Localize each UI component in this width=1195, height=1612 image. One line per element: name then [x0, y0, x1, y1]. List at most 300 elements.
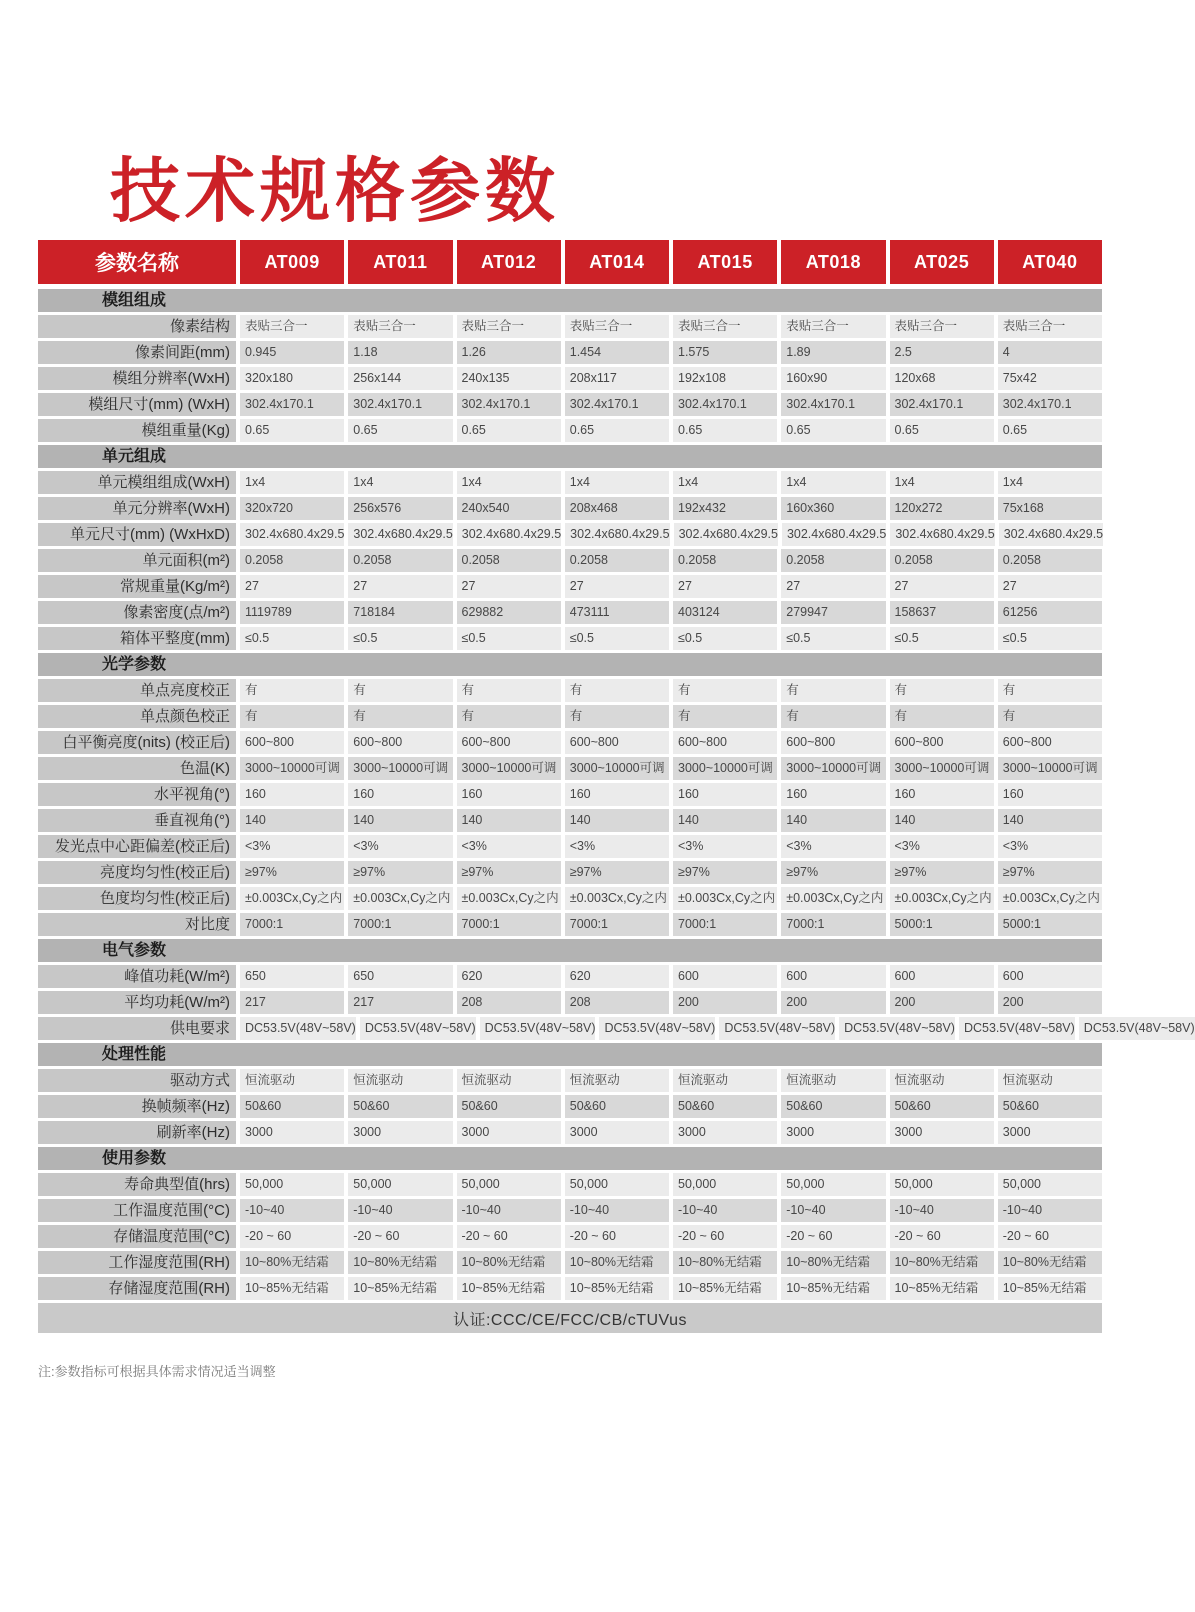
value-cell-at014: ±0.003Cx,Cy之内	[565, 887, 669, 910]
row-label: 工作湿度范围(RH)	[38, 1251, 236, 1274]
table-row	[38, 315, 1102, 338]
value-cell-at018: 3000	[781, 1121, 885, 1144]
value-cell-at018: 302.4x170.1	[781, 393, 885, 416]
value-cell-at009: 217	[240, 991, 344, 1014]
table-row	[38, 575, 1102, 598]
value-cell-at011: -10~40	[348, 1199, 452, 1222]
value-cell-at018: 表贴三合一	[781, 315, 885, 338]
value-cell-at009: 27	[240, 575, 344, 598]
value-cell-at009: 有	[240, 679, 344, 702]
table-row	[38, 393, 1102, 416]
value-cell-at012: 50,000	[457, 1173, 561, 1196]
row-label: 存储湿度范围(RH)	[38, 1277, 236, 1300]
value-cell-at012: ±0.003Cx,Cy之内	[457, 887, 561, 910]
table-row	[38, 1121, 1102, 1144]
value-cell-at025: 恒流驱动	[890, 1069, 994, 1092]
value-cell-at014: 27	[565, 575, 669, 598]
value-cell-at012: -10~40	[457, 1199, 561, 1222]
value-cell-at009: 3000	[240, 1121, 344, 1144]
value-cell-at012: 恒流驱动	[457, 1069, 561, 1092]
row-label: 刷新率(Hz)	[38, 1121, 236, 1144]
value-cell-at012: 0.65	[457, 419, 561, 442]
value-cell-at018: 1x4	[781, 471, 885, 494]
value-cell-at040: 50,000	[998, 1173, 1102, 1196]
value-cell-at012: 表贴三合一	[457, 315, 561, 338]
value-cell-at009: 恒流驱动	[240, 1069, 344, 1092]
table-row	[38, 809, 1102, 832]
table-row	[38, 497, 1102, 520]
value-cell-at009: 160	[240, 783, 344, 806]
value-cell-at040: 5000:1	[998, 913, 1102, 936]
table-row	[38, 601, 1102, 624]
header-cell-model-at025: AT025	[890, 240, 994, 284]
value-cell-at018: 有	[781, 705, 885, 728]
value-cell-at014: 208	[565, 991, 669, 1014]
table-row	[38, 549, 1102, 572]
value-cell-at015: 10~85%无结霜	[673, 1277, 777, 1300]
value-cell-at015: -10~40	[673, 1199, 777, 1222]
value-cell-at014: 302.4x680.4x29.5	[565, 523, 669, 546]
value-cell-at009: 650	[240, 965, 344, 988]
value-cell-at011: ≤0.5	[348, 627, 452, 650]
value-cell-at025: 50&60	[890, 1095, 994, 1118]
value-cell-at018: 27	[781, 575, 885, 598]
value-cell-at040: -10~40	[998, 1199, 1102, 1222]
header-cell-model-at018: AT018	[781, 240, 885, 284]
value-cell-at025: 有	[890, 679, 994, 702]
row-label: 水平视角(°)	[38, 783, 236, 806]
value-cell-at014: ≥97%	[565, 861, 669, 884]
row-label: 平均功耗(W/m²)	[38, 991, 236, 1014]
row-label: 供电要求	[38, 1017, 236, 1040]
value-cell-at025: -10~40	[890, 1199, 994, 1222]
value-cell-at011: 7000:1	[348, 913, 452, 936]
value-cell-at040: 27	[998, 575, 1102, 598]
value-cell-at025: 3000~10000可调	[890, 757, 994, 780]
value-cell-at015: 10~80%无结霜	[673, 1251, 777, 1274]
value-cell-at009: 表贴三合一	[240, 315, 344, 338]
table-row	[38, 341, 1102, 364]
value-cell-at011: 0.65	[348, 419, 452, 442]
value-cell-at025: 158637	[890, 601, 994, 624]
value-cell-at009: 0.2058	[240, 549, 344, 572]
value-cell-at040: 3000~10000可调	[998, 757, 1102, 780]
row-label: 工作温度范围(°C)	[38, 1199, 236, 1222]
value-cell-at014: 620	[565, 965, 669, 988]
value-cell-at009: 1119789	[240, 601, 344, 624]
value-cell-at014: 208x117	[565, 367, 669, 390]
value-cell-at011: 256x576	[348, 497, 452, 520]
table-row	[38, 1277, 1102, 1300]
value-cell-at011: 650	[348, 965, 452, 988]
value-cell-at011: 140	[348, 809, 452, 832]
value-cell-at014: 1x4	[565, 471, 669, 494]
table-row	[38, 1173, 1102, 1196]
value-cell-at009: 0.65	[240, 419, 344, 442]
value-cell-at025: 27	[890, 575, 994, 598]
value-cell-at040: ≤0.5	[998, 627, 1102, 650]
table-row	[38, 1017, 1195, 1040]
section-header: 模组组成	[38, 289, 1102, 312]
value-cell-at014: 7000:1	[565, 913, 669, 936]
value-cell-at012: 0.2058	[457, 549, 561, 572]
value-cell-at012: ≥97%	[457, 861, 561, 884]
value-cell-at011: DC53.5V(48V~58V)	[360, 1017, 476, 1040]
row-label: 单点亮度校正	[38, 679, 236, 702]
value-cell-at015: 600	[673, 965, 777, 988]
value-cell-at018: 0.65	[781, 419, 885, 442]
value-cell-at018: 50,000	[781, 1173, 885, 1196]
value-cell-at012: 600~800	[457, 731, 561, 754]
value-cell-at015: 3000	[673, 1121, 777, 1144]
table-row	[38, 1095, 1102, 1118]
value-cell-at015: 7000:1	[673, 913, 777, 936]
header-cell-model-at015: AT015	[673, 240, 777, 284]
value-cell-at025: 3000	[890, 1121, 994, 1144]
value-cell-at040: 10~80%无结霜	[998, 1251, 1102, 1274]
value-cell-at018: <3%	[781, 835, 885, 858]
value-cell-at014: 有	[565, 679, 669, 702]
value-cell-at011: <3%	[348, 835, 452, 858]
row-label: 色度均匀性(校正后)	[38, 887, 236, 910]
value-cell-at014: 160	[565, 783, 669, 806]
value-cell-at014: 恒流驱动	[565, 1069, 669, 1092]
value-cell-at040: 10~85%无结霜	[998, 1277, 1102, 1300]
table-row	[38, 1225, 1102, 1248]
value-cell-at011: 1x4	[348, 471, 452, 494]
value-cell-at025: 2.5	[890, 341, 994, 364]
row-label: 模组分辨率(WxH)	[38, 367, 236, 390]
value-cell-at011: 3000	[348, 1121, 452, 1144]
table-header-row	[38, 240, 1102, 284]
value-cell-at011: ±0.003Cx,Cy之内	[348, 887, 452, 910]
value-cell-at011: 3000~10000可调	[348, 757, 452, 780]
value-cell-at012: 3000~10000可调	[457, 757, 561, 780]
value-cell-at025: ≤0.5	[890, 627, 994, 650]
value-cell-at040: 600	[998, 965, 1102, 988]
value-cell-at025: ±0.003Cx,Cy之内	[890, 887, 994, 910]
value-cell-at012: DC53.5V(48V~58V)	[480, 1017, 596, 1040]
value-cell-at009: 320x720	[240, 497, 344, 520]
header-cell-model-at012: AT012	[457, 240, 561, 284]
value-cell-at018: 3000~10000可调	[781, 757, 885, 780]
value-cell-at025: -20 ~ 60	[890, 1225, 994, 1248]
value-cell-at011: 160	[348, 783, 452, 806]
value-cell-at040: 有	[998, 705, 1102, 728]
value-cell-at012: 有	[457, 705, 561, 728]
table-row	[38, 627, 1102, 650]
row-label: 模组重量(Kg)	[38, 419, 236, 442]
value-cell-at009: 302.4x170.1	[240, 393, 344, 416]
value-cell-at012: 50&60	[457, 1095, 561, 1118]
value-cell-at012: 27	[457, 575, 561, 598]
row-label: 存储温度范围(°C)	[38, 1225, 236, 1248]
value-cell-at018: 1.89	[781, 341, 885, 364]
value-cell-at014: 3000	[565, 1121, 669, 1144]
value-cell-at018: 50&60	[781, 1095, 885, 1118]
value-cell-at040: 61256	[998, 601, 1102, 624]
value-cell-at015: 1.575	[673, 341, 777, 364]
value-cell-at015: 1x4	[673, 471, 777, 494]
table-row	[38, 757, 1102, 780]
footnote: 注:参数指标可根据具体需求情况适当调整	[38, 1364, 276, 1379]
value-cell-at015: 有	[673, 679, 777, 702]
value-cell-at015: 50,000	[673, 1173, 777, 1196]
value-cell-at025: 1x4	[890, 471, 994, 494]
value-cell-at018: ±0.003Cx,Cy之内	[781, 887, 885, 910]
value-cell-at015: 302.4x680.4x29.5	[674, 523, 778, 546]
value-cell-at014: <3%	[565, 835, 669, 858]
value-cell-at009: 10~85%无结霜	[240, 1277, 344, 1300]
value-cell-at009: 3000~10000可调	[240, 757, 344, 780]
table-row	[38, 965, 1102, 988]
value-cell-at012: 629882	[457, 601, 561, 624]
value-cell-at015: 有	[673, 705, 777, 728]
value-cell-at011: 302.4x170.1	[348, 393, 452, 416]
row-label: 峰值功耗(W/m²)	[38, 965, 236, 988]
row-label: 像素间距(mm)	[38, 341, 236, 364]
value-cell-at012: 10~80%无结霜	[457, 1251, 561, 1274]
value-cell-at012: 1x4	[457, 471, 561, 494]
value-cell-at015: ±0.003Cx,Cy之内	[673, 887, 777, 910]
value-cell-at009: 1x4	[240, 471, 344, 494]
value-cell-at025: 600	[890, 965, 994, 988]
value-cell-at011: 50&60	[348, 1095, 452, 1118]
value-cell-at025: 50,000	[890, 1173, 994, 1196]
value-cell-at025: 10~80%无结霜	[890, 1251, 994, 1274]
value-cell-at012: 10~85%无结霜	[457, 1277, 561, 1300]
value-cell-at015: 302.4x170.1	[673, 393, 777, 416]
value-cell-at040: 140	[998, 809, 1102, 832]
value-cell-at015: 50&60	[673, 1095, 777, 1118]
row-label: 单点颜色校正	[38, 705, 236, 728]
value-cell-at025: 表贴三合一	[890, 315, 994, 338]
row-label: 寿命典型值(hrs)	[38, 1173, 236, 1196]
value-cell-at009: -20 ~ 60	[240, 1225, 344, 1248]
value-cell-at015: ≥97%	[673, 861, 777, 884]
value-cell-at011: 1.18	[348, 341, 452, 364]
value-cell-at025: DC53.5V(48V~58V)	[959, 1017, 1075, 1040]
table-row	[38, 913, 1102, 936]
row-label: 单元尺寸(mm) (WxHxD)	[38, 523, 236, 546]
value-cell-at018: 有	[781, 679, 885, 702]
table-row	[38, 705, 1102, 728]
value-cell-at018: 600~800	[781, 731, 885, 754]
value-cell-at014: 有	[565, 705, 669, 728]
value-cell-at014: 表贴三合一	[565, 315, 669, 338]
value-cell-at012: -20 ~ 60	[457, 1225, 561, 1248]
value-cell-at015: ≤0.5	[673, 627, 777, 650]
value-cell-at018: 10~85%无结霜	[781, 1277, 885, 1300]
value-cell-at011: 10~85%无结霜	[348, 1277, 452, 1300]
value-cell-at018: 200	[781, 991, 885, 1014]
table-row	[38, 991, 1102, 1014]
value-cell-at018: 恒流驱动	[781, 1069, 885, 1092]
value-cell-at015: 200	[673, 991, 777, 1014]
value-cell-at009: 50,000	[240, 1173, 344, 1196]
value-cell-at040: 4	[998, 341, 1102, 364]
value-cell-at040: 3000	[998, 1121, 1102, 1144]
value-cell-at018: 7000:1	[781, 913, 885, 936]
row-label: 驱动方式	[38, 1069, 236, 1092]
value-cell-at012: 有	[457, 679, 561, 702]
certification-row	[38, 1303, 1102, 1333]
value-cell-at015: 3000~10000可调	[673, 757, 777, 780]
value-cell-at025: 5000:1	[890, 913, 994, 936]
value-cell-at015: -20 ~ 60	[673, 1225, 777, 1248]
value-cell-at011: 有	[348, 679, 452, 702]
row-label: 箱体平整度(mm)	[38, 627, 236, 650]
value-cell-at040: 75x42	[998, 367, 1102, 390]
value-cell-at009: 302.4x680.4x29.5	[240, 523, 344, 546]
value-cell-at015: 192x432	[673, 497, 777, 520]
table-row	[38, 367, 1102, 390]
value-cell-at040: 160	[998, 783, 1102, 806]
value-cell-at018: 0.2058	[781, 549, 885, 572]
value-cell-at040: DC53.5V(48V~58V)	[1079, 1017, 1195, 1040]
value-cell-at040: ±0.003Cx,Cy之内	[998, 887, 1102, 910]
value-cell-at014: 3000~10000可调	[565, 757, 669, 780]
value-cell-at012: 302.4x170.1	[457, 393, 561, 416]
header-cell-model-at011: AT011	[348, 240, 452, 284]
row-label: 单元面积(m²)	[38, 549, 236, 572]
value-cell-at040: 600~800	[998, 731, 1102, 754]
header-cell-model-at014: AT014	[565, 240, 669, 284]
value-cell-at014: -20 ~ 60	[565, 1225, 669, 1248]
table-body	[38, 289, 1195, 1300]
value-cell-at018: -20 ~ 60	[781, 1225, 885, 1248]
value-cell-at015: DC53.5V(48V~58V)	[719, 1017, 835, 1040]
header-cell-model-at040: AT040	[998, 240, 1102, 284]
value-cell-at025: 0.65	[890, 419, 994, 442]
row-label: 白平衡亮度(nits) (校正后)	[38, 731, 236, 754]
value-cell-at015: 600~800	[673, 731, 777, 754]
value-cell-at012: 240x135	[457, 367, 561, 390]
section-header: 处理性能	[38, 1043, 1102, 1066]
table-row	[38, 1069, 1102, 1092]
value-cell-at025: 302.4x680.4x29.5	[890, 523, 994, 546]
table-row	[38, 419, 1102, 442]
row-label: 发光点中心距偏差(校正后)	[38, 835, 236, 858]
value-cell-at011: 256x144	[348, 367, 452, 390]
value-cell-at014: 50&60	[565, 1095, 669, 1118]
row-label: 模组尺寸(mm) (WxH)	[38, 393, 236, 416]
value-cell-at009: 50&60	[240, 1095, 344, 1118]
value-cell-at018: 140	[781, 809, 885, 832]
table-row	[38, 471, 1102, 494]
value-cell-at025: 140	[890, 809, 994, 832]
value-cell-at040: 表贴三合一	[998, 315, 1102, 338]
certification-text: 认证:CCC/CE/FCC/CB/cTUVus	[452, 1311, 688, 1329]
value-cell-at011: 600~800	[348, 731, 452, 754]
value-cell-at018: 160x360	[781, 497, 885, 520]
value-cell-at014: -10~40	[565, 1199, 669, 1222]
value-cell-at018: 10~80%无结霜	[781, 1251, 885, 1274]
value-cell-at040: 0.65	[998, 419, 1102, 442]
value-cell-at018: 160	[781, 783, 885, 806]
value-cell-at025: 10~85%无结霜	[890, 1277, 994, 1300]
header-cell-param-name: 参数名称	[38, 240, 236, 284]
value-cell-at025: ≥97%	[890, 861, 994, 884]
section-header: 使用参数	[38, 1147, 1102, 1170]
value-cell-at015: 0.65	[673, 419, 777, 442]
value-cell-at009: 有	[240, 705, 344, 728]
value-cell-at012: 7000:1	[457, 913, 561, 936]
value-cell-at012: <3%	[457, 835, 561, 858]
value-cell-at015: 140	[673, 809, 777, 832]
value-cell-at025: 200	[890, 991, 994, 1014]
value-cell-at015: 403124	[673, 601, 777, 624]
value-cell-at015: 160	[673, 783, 777, 806]
value-cell-at011: 718184	[348, 601, 452, 624]
value-cell-at011: 有	[348, 705, 452, 728]
value-cell-at040: 302.4x170.1	[998, 393, 1102, 416]
value-cell-at009: 140	[240, 809, 344, 832]
value-cell-at025: 0.2058	[890, 549, 994, 572]
value-cell-at014: 473111	[565, 601, 669, 624]
value-cell-at014: 208x468	[565, 497, 669, 520]
header-cell-model-at009: AT009	[240, 240, 344, 284]
value-cell-at018: 160x90	[781, 367, 885, 390]
table-row	[38, 887, 1102, 910]
value-cell-at015: 0.2058	[673, 549, 777, 572]
value-cell-at014: 0.2058	[565, 549, 669, 572]
value-cell-at011: 10~80%无结霜	[348, 1251, 452, 1274]
value-cell-at009: 10~80%无结霜	[240, 1251, 344, 1274]
section-header: 光学参数	[38, 653, 1102, 676]
value-cell-at018: -10~40	[781, 1199, 885, 1222]
value-cell-at011: ≥97%	[348, 861, 452, 884]
value-cell-at018: 279947	[781, 601, 885, 624]
value-cell-at018: 600	[781, 965, 885, 988]
value-cell-at014: 10~85%无结霜	[565, 1277, 669, 1300]
value-cell-at040: 50&60	[998, 1095, 1102, 1118]
row-label: 对比度	[38, 913, 236, 936]
value-cell-at014: 10~80%无结霜	[565, 1251, 669, 1274]
table-row	[38, 731, 1102, 754]
value-cell-at011: 表贴三合一	[348, 315, 452, 338]
row-label: 换帧频率(Hz)	[38, 1095, 236, 1118]
value-cell-at040: 1x4	[998, 471, 1102, 494]
value-cell-at012: 620	[457, 965, 561, 988]
value-cell-at040: ≥97%	[998, 861, 1102, 884]
value-cell-at014: DC53.5V(48V~58V)	[599, 1017, 715, 1040]
value-cell-at009: 7000:1	[240, 913, 344, 936]
value-cell-at025: 120x68	[890, 367, 994, 390]
value-cell-at040: -20 ~ 60	[998, 1225, 1102, 1248]
value-cell-at025: 302.4x170.1	[890, 393, 994, 416]
section-header: 单元组成	[38, 445, 1102, 468]
value-cell-at012: 208	[457, 991, 561, 1014]
value-cell-at009: ≤0.5	[240, 627, 344, 650]
value-cell-at012: 302.4x680.4x29.5	[457, 523, 561, 546]
value-cell-at025: 120x272	[890, 497, 994, 520]
value-cell-at040: 302.4x680.4x29.5	[999, 523, 1103, 546]
value-cell-at015: <3%	[673, 835, 777, 858]
value-cell-at025: 有	[890, 705, 994, 728]
value-cell-at014: 140	[565, 809, 669, 832]
value-cell-at009: <3%	[240, 835, 344, 858]
value-cell-at014: 302.4x170.1	[565, 393, 669, 416]
value-cell-at009: DC53.5V(48V~58V)	[240, 1017, 356, 1040]
value-cell-at012: 160	[457, 783, 561, 806]
value-cell-at040: 恒流驱动	[998, 1069, 1102, 1092]
value-cell-at025: 600~800	[890, 731, 994, 754]
value-cell-at012: 1.26	[457, 341, 561, 364]
row-label: 像素密度(点/m²)	[38, 601, 236, 624]
value-cell-at018: ≥97%	[781, 861, 885, 884]
value-cell-at025: 160	[890, 783, 994, 806]
